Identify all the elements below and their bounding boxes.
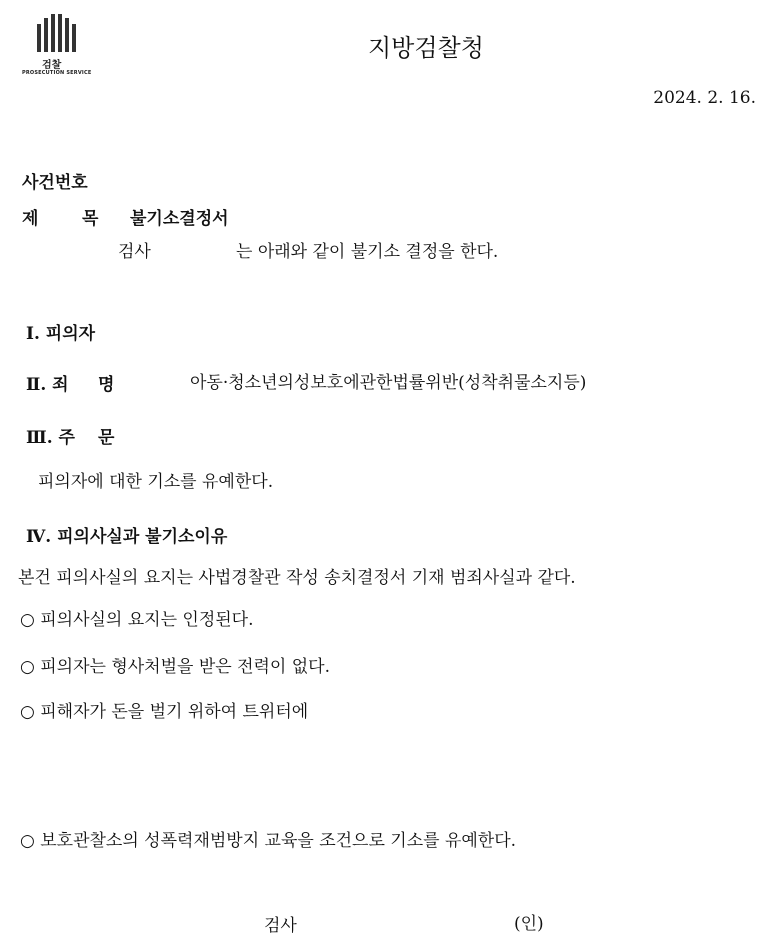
fact-bullet: ○ 피해자가 돈을 벌기 위하여 트위터에	[20, 702, 309, 722]
charge-value: 아동·청소년의성보호에관한법률위반(성착취물소지등)	[190, 373, 587, 393]
charge-heading: Ⅱ. 죄	[26, 375, 69, 395]
intro-statement: 는 아래와 같이 불기소 결정을 한다.	[236, 242, 499, 262]
prosecution-logo	[22, 14, 92, 80]
order-text: 피의자에 대한 기소를 유예한다.	[38, 472, 274, 492]
logo-english-text: PROSECUTION SERVICE	[22, 70, 92, 76]
order-heading: Ⅲ. 주	[26, 428, 75, 448]
case-number-label: 사건번호	[22, 173, 88, 193]
title-label-second: 목	[82, 209, 99, 229]
prosecution-emblem-icon	[37, 14, 77, 52]
fact-bullet: ○ 보호관찰소의 성폭력재범방지 교육을 조건으로 기소를 유예한다.	[20, 831, 517, 851]
document-date: 2024. 2. 16.	[653, 88, 756, 108]
facts-intro: 본건 피의사실의 요지는 사법경찰관 작성 송치결정서 기재 범죄사실과 같다.	[18, 568, 576, 588]
signature-seal: (인)	[514, 914, 544, 934]
signature-prosecutor: 검사	[264, 916, 297, 936]
logo-korean-text: 검찰	[42, 60, 62, 71]
fact-bullet: ○ 피의사실의 요지는 인정된다.	[20, 610, 254, 630]
order-heading-suffix: 문	[98, 428, 115, 448]
title-label-first: 제	[22, 209, 39, 229]
intro-prosecutor: 검사	[118, 242, 151, 262]
suspect-heading: Ⅰ. 피의자	[26, 324, 96, 344]
charge-heading-suffix: 명	[98, 375, 115, 395]
facts-heading: Ⅳ. 피의사실과 불기소이유	[26, 527, 228, 547]
office-title: 지방검찰청	[368, 34, 484, 62]
fact-bullet: ○ 피의자는 형사처벌을 받은 전력이 없다.	[20, 657, 331, 677]
document-title: 불기소결정서	[130, 209, 229, 229]
